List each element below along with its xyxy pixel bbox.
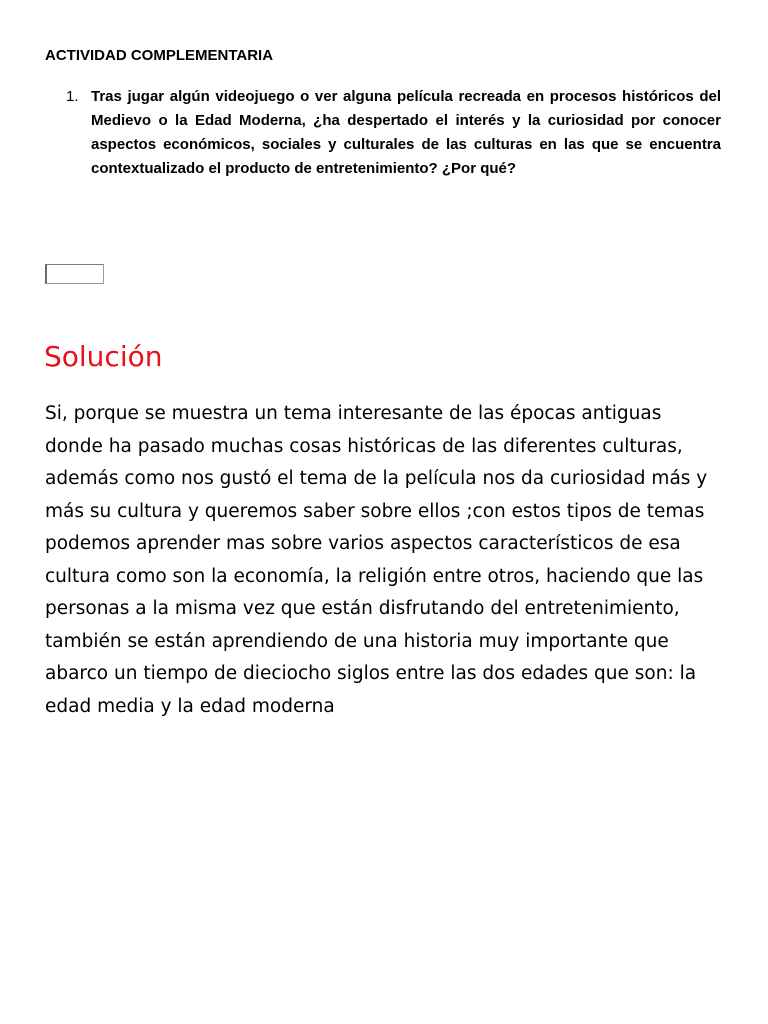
- solution-heading: Solución: [44, 340, 163, 373]
- solution-text: Si, porque se muestra un tema interesante de las épocas antiguas donde ha pasado muchas cosas históricas de las diferentes culturas, además como nos gustó el tema de la película nos da curiosidad más y más su cultura y queremos saber sobre ellos ;con estos tipos de temas podemos aprender mas sobre varios aspectos característicos de esa cultura como son la economía, la religión entre otros, haciendo que las personas a la misma vez que están disfrutando del entretenimiento, también se están aprendiendo de una historia muy importante que abarco un tiempo de dieciocho siglos entre las dos edades que son: la edad media y la edad moderna: [45, 403, 708, 717]
- question-number: 1.: [66, 88, 79, 105]
- question-item: [66, 85, 721, 181]
- answer-input-box[interactable]: [45, 264, 104, 284]
- activity-title: ACTIVIDAD COMPLEMENTARIA: [45, 47, 274, 64]
- question-text: Tras jugar algún videojuego o ver alguna película recreada en procesos históricos del Medievo o la Edad Moderna, ¿ha despertado el interés y la curiosidad por conocer aspectos económicos, sociales y culturales de las culturas en las que se encuentra contextualizado el producto de entretenimiento? ¿Por qué?: [91, 88, 721, 177]
